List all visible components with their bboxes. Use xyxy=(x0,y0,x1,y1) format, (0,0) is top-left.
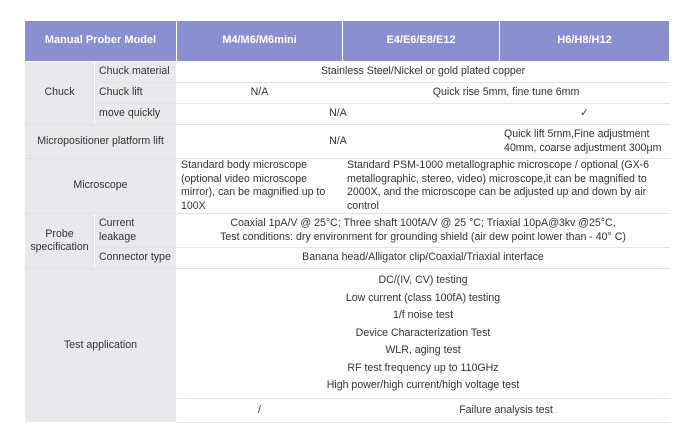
row-test-application xyxy=(25,269,670,399)
microscope-m: Standard body microscope (optional video microscope mirror), can be magnified up to 100X xyxy=(177,159,343,214)
row-current-leakage xyxy=(25,214,670,248)
test-item: Device Characterization Test xyxy=(355,326,491,339)
test-item: DC/(IV, CV) testing xyxy=(378,274,468,287)
test-item: WLR, aging test xyxy=(385,344,461,357)
chuck-label: Chuck xyxy=(25,62,95,125)
chuck-lift-eh: Quick rise 5mm, fine tune 6mm xyxy=(343,83,670,104)
row-move-quickly xyxy=(25,104,670,125)
header-m-series: M4/M6/M6mini xyxy=(177,21,343,62)
platform-lift-label: Micropositioner platform lift xyxy=(25,125,177,159)
current-leakage-value xyxy=(177,214,670,248)
spec-table-wrapper xyxy=(24,20,669,423)
row-chuck-lift xyxy=(25,83,670,104)
test-item: High power/high current/high voltage test xyxy=(326,379,520,392)
failure-analysis-m: / xyxy=(177,399,343,423)
test-item: RF test frequency up to 110GHz xyxy=(347,361,499,374)
move-quickly-me: N/A xyxy=(177,104,500,125)
failure-analysis-eh: Failure analysis test xyxy=(343,399,670,423)
test-item: 1/f noise test xyxy=(392,309,454,322)
header-e-series: E4/E6/E8/E12 xyxy=(343,21,500,62)
test-application-label: Test application xyxy=(25,269,177,423)
chuck-material-label: Chuck material xyxy=(95,62,177,83)
connector-type-label: Connector type xyxy=(95,248,177,269)
row-connector-type xyxy=(25,248,670,269)
test-application-list xyxy=(177,269,670,399)
header-model: Manual Prober Model xyxy=(25,21,177,62)
platform-lift-me: N/A xyxy=(177,125,500,159)
connector-type-value: Banana head/Alligator clip/Coaxial/Triaxial interface xyxy=(177,248,670,269)
move-quickly-h: ✓ xyxy=(500,104,670,125)
row-chuck-material xyxy=(25,62,670,83)
current-leakage-line-2: Test conditions: dry environment for grounding shield (air dew point lower than - 40° C) xyxy=(220,230,626,243)
chuck-lift-label: Chuck lift xyxy=(95,83,177,104)
platform-lift-h: Quick lift 5mm,Fine adjustment 40mm, coarse adjustment 300μm xyxy=(500,125,670,159)
header-h-series: H6/H8/H12 xyxy=(500,21,670,62)
current-leakage-label: Current leakage xyxy=(95,214,177,248)
row-platform-lift xyxy=(25,125,670,159)
spec-table xyxy=(24,20,670,423)
microscope-eh: Standard PSM-1000 metallographic microscope / optional (GX-6 metallographic, stereo, video) microscope,it can be magnified to 2000X, and the microscope can be adjusted up and down by air control xyxy=(343,159,670,214)
header-row xyxy=(25,21,670,62)
current-leakage-line-1: Coaxial 1pA/V @ 25°C; Three shaft 100fA/V @ 25 °C; Triaxial 10pA@3kv @25°C, xyxy=(230,217,616,229)
chuck-lift-m: N/A xyxy=(177,83,343,104)
probe-spec-label: Probe specification xyxy=(25,214,95,269)
test-item: Low current (class 100fA) testing xyxy=(345,291,501,304)
move-quickly-label: move quickly xyxy=(95,104,177,125)
microscope-label: Microscope xyxy=(25,159,177,214)
chuck-material-value: Stainless Steel/Nickel or gold plated copper xyxy=(177,62,670,83)
row-microscope xyxy=(25,159,670,214)
